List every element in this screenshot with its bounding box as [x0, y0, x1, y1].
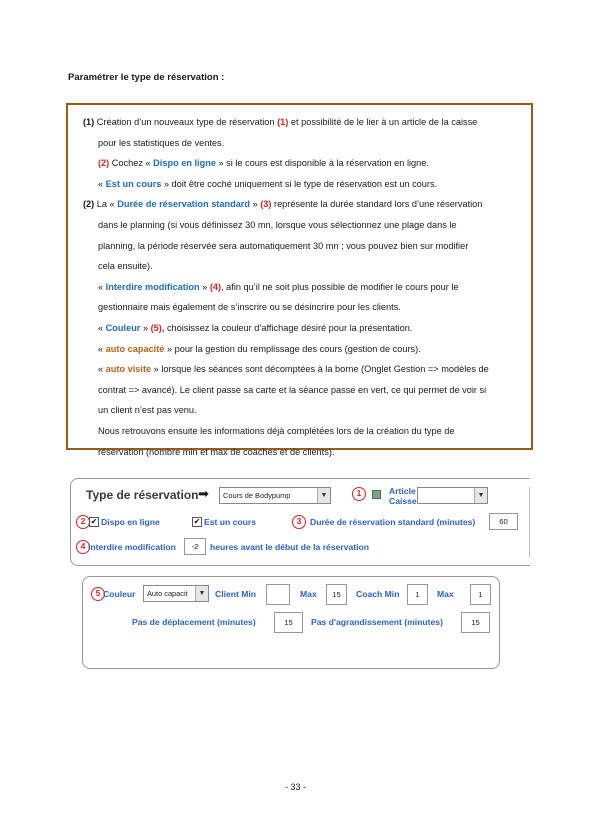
reservation-type-select[interactable]: [219, 487, 331, 504]
marker-1: 1: [352, 487, 366, 501]
article-caisse-label: [389, 486, 417, 506]
instruction-line: réservation (nombre min et max de coaches et de clients).: [98, 446, 335, 457]
pas-agrandissement-label: Pas d'agrandissement (minutes): [311, 617, 443, 627]
interdire-label: Interdire modification: [88, 542, 176, 552]
instruction-line: contrat => avancé). Le client passe sa carte et la séance passe en vert, ce qui permet de voir si: [98, 384, 487, 395]
instruction-line: « Interdire modification » (4), afin qu’il ne soit plus possible de modifier le cours pour le: [98, 281, 459, 292]
marker-5: 5: [91, 587, 105, 601]
cours-label: Est un cours: [204, 517, 257, 527]
instruction-line: (2) Cochez « Dispo en ligne » si le cours est disponible à la réservation en ligne.: [98, 158, 429, 169]
instruction-line: (2) La « Durée de réservation standard » (3) représente la durée standard lors d’une réservation: [83, 199, 483, 210]
instructions-box: [66, 103, 533, 457]
client-min-label: Client Min: [215, 589, 257, 599]
instruction-line: Nous retrouvons ensuite les informations déjà complétées lors de la création du type de: [98, 425, 455, 436]
chevron-down-icon: ▼: [195, 586, 208, 601]
pas-deplacement-input[interactable]: 15: [274, 612, 303, 633]
client-min-input[interactable]: [266, 584, 290, 605]
page-number: - 33 -: [284, 782, 306, 792]
instruction-line: dans le planning (si vous définissez 30 mn, lorsque vous sélectionnez une plage dans le: [98, 219, 457, 230]
pas-agrandissement-input[interactable]: 15: [461, 612, 490, 633]
couleur-select[interactable]: [143, 585, 209, 602]
instruction-line: pour les statistiques de ventes.: [98, 137, 225, 148]
coach-min-label: Coach Min: [356, 589, 400, 599]
instruction-line: un client n’est pas venu.: [98, 405, 197, 416]
chevron-down-icon: ▼: [317, 488, 330, 503]
marker-4: 4: [76, 540, 90, 554]
instruction-line: « Couleur » (5), choisissez la couleur d’affichage désiré pour la présentation.: [98, 322, 413, 333]
cours-checkbox[interactable]: ✔: [193, 517, 201, 526]
instruction-line: (1) Création d’un nouveaux type de réservation (1) et possibilité de le lier à un article de la caisse: [83, 117, 478, 127]
arrow-right-icon: ➡: [198, 486, 209, 501]
instruction-line: planning, la période réservée sera automatiquement 30 mn ; vous pouvez bien sur modifier: [98, 240, 469, 251]
chevron-down-icon: ▼: [474, 488, 487, 503]
duree-label: Durée de réservation standard (minutes): [310, 517, 476, 527]
article-select[interactable]: [417, 487, 488, 504]
section-heading: Paramétrer le type de réservation :: [68, 72, 225, 83]
article-label-line: Article: [389, 486, 416, 496]
article-icon: [372, 490, 381, 499]
form-title: Type de réservation: [86, 488, 199, 502]
instruction-line: « auto visite » lorsque les séances sont décomptées à la borne (Onglet Gestion => modèles de: [98, 364, 489, 375]
coach-max-label: Max: [437, 589, 454, 599]
client-max-label: Max: [300, 589, 317, 599]
marker-3: 3: [292, 515, 306, 529]
marker-2: 2: [76, 515, 90, 529]
duree-input[interactable]: 60: [489, 513, 518, 530]
dispo-checkbox[interactable]: ✔: [90, 517, 98, 526]
caisse-label-line: Caisse: [389, 496, 417, 506]
pas-deplacement-label: Pas de déplacement (minutes): [132, 617, 256, 627]
instruction-line: « auto capacité » pour la gestion du remplissage des cours (gestion de cours).: [98, 343, 421, 354]
interdire-input[interactable]: -2: [184, 538, 206, 555]
reservation-type-value: Cours de Bodypump: [223, 491, 291, 500]
client-max-input[interactable]: 15: [326, 584, 347, 605]
couleur-value: Auto capacit: [147, 589, 188, 598]
dispo-label: Dispo en ligne: [101, 517, 160, 527]
instruction-line: cela ensuite).: [98, 261, 153, 272]
instruction-line: gestionnaire mais également de s’inscrire ou se désincrire pour les clients.: [98, 302, 401, 313]
heures-label: heures avant le début de la réservation: [210, 542, 370, 552]
coach-min-input[interactable]: 1: [407, 584, 428, 605]
coach-max-input[interactable]: 1: [470, 584, 491, 605]
instruction-line: « Est un cours » doit être coché uniquement si le type de réservation est un cours.: [98, 178, 438, 189]
couleur-label: Couleur: [103, 589, 136, 599]
